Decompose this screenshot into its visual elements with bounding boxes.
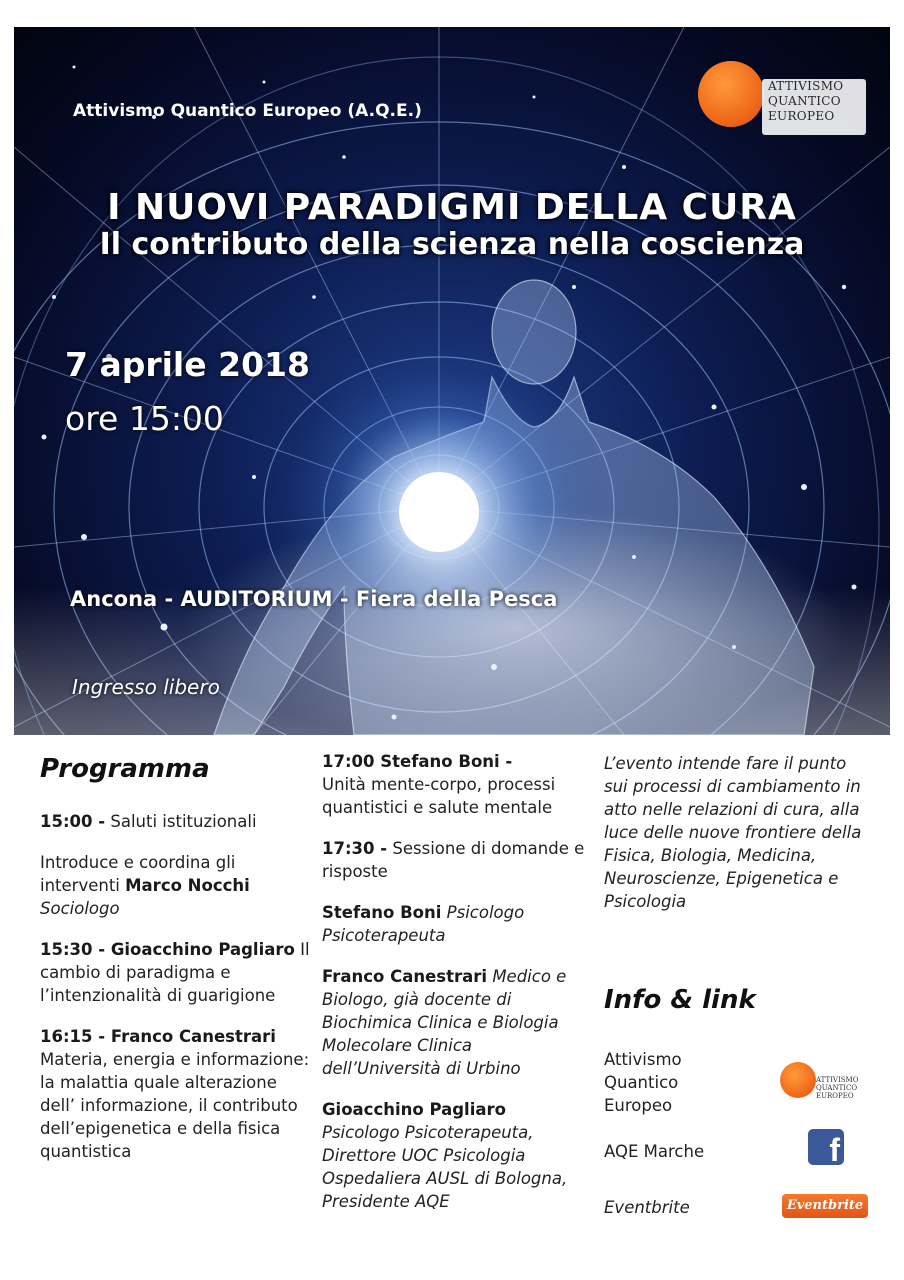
event-time: ore 15:00 <box>65 399 224 438</box>
link-aqe-marche-label: AQE Marche <box>604 1142 705 1161</box>
program-item-3-time: 15:30 - Gioacchino Pagliaro <box>40 940 295 959</box>
logo-line-2: QUANTICO <box>768 94 841 108</box>
small-logo-line-2: QUANTICO <box>816 1084 858 1092</box>
program-item-2 <box>40 851 310 920</box>
program-item-5-time: 17:00 Stefano Boni - <box>322 752 513 771</box>
program-column <box>40 740 310 1175</box>
event-location: Ancona - AUDITORIUM - Fiera della Pesca <box>70 587 558 611</box>
speaker-2-name: Franco Canestrari <box>322 967 488 986</box>
program-item-6-text: Sessione di domande e risposte <box>322 839 585 881</box>
entry-note: Ingresso libero <box>72 675 220 699</box>
aqe-logo <box>698 57 868 141</box>
link-aqe-label: Attivismo Quantico Europeo <box>604 1050 682 1115</box>
info-heading: Info & link <box>604 985 756 1015</box>
program-item-1-time: 15:00 - <box>40 812 106 831</box>
event-description <box>604 752 874 913</box>
speaker-2-role: Medico e Biologo, già docente di Biochimica Clinica e Biologia Molecolare Clinica dell’Università di Urbino <box>322 967 567 1078</box>
program-item-3-text: Il cambio di paradigma e l’intenzionalità di guarigione <box>40 940 310 1005</box>
speaker-2 <box>322 965 592 1080</box>
program-item-4 <box>40 1025 310 1163</box>
program-item-4-text: Materia, energia e informazione: la malattia quale alterazione dell’ informazione, il contributo dell’epigenetica e della fisica quantistica <box>40 1050 310 1161</box>
speaker-1 <box>322 901 592 947</box>
event-description-text: L’evento intende fare il punto sui processi di cambiamento in atto nelle relazioni di cura, alla luce delle nuove frontiere della Fisica, Biologia, Medicina, Neuroscienze, Epigenetica e Psicologia <box>604 754 862 911</box>
eventbrite-icon[interactable]: Eventbrite <box>782 1194 868 1218</box>
small-logo-line-3: EUROPEO <box>816 1092 854 1100</box>
speaker-3 <box>322 1098 592 1213</box>
small-logo-line-1: ATTIVISMO <box>816 1076 859 1084</box>
program-item-2-role: Sociologo <box>40 899 120 918</box>
logo-line-1: ATTIVISMO <box>768 79 844 93</box>
description-column <box>604 752 874 925</box>
link-eventbrite-label: Eventbrite <box>604 1198 690 1217</box>
hero-banner <box>14 27 890 735</box>
speaker-3-name: Gioacchino Pagliaro <box>322 1100 506 1119</box>
aqe-small-logo-emblem <box>780 1062 816 1098</box>
aqe-logo-emblem <box>698 61 764 127</box>
program-item-5 <box>322 750 592 819</box>
program-item-4-time: 16:15 - Franco Canestrari <box>40 1027 276 1046</box>
program-item-1-text: Saluti istituzionali <box>110 812 257 831</box>
program-item-2-name: Marco Nocchi <box>125 876 250 895</box>
program-heading: Programma <box>40 754 210 784</box>
program-item-3 <box>40 938 310 1007</box>
facebook-icon[interactable]: f <box>808 1129 844 1165</box>
aqe-logo-wordmark <box>762 79 866 135</box>
program-item-5-text: Unità mente-corpo, processi quantistici e salute mentale <box>322 775 556 817</box>
speaker-3-role: Psicologo Psicoterapeuta, Direttore UOC Psicologia Ospedaliera AUSL di Bologna, Presidente AQE <box>322 1123 568 1211</box>
speakers-column <box>322 750 592 1225</box>
logo-line-3: EUROPEO <box>768 109 835 123</box>
aqe-small-logo-link[interactable] <box>780 1062 870 1102</box>
event-title: I NUOVI PARADIGMI DELLA CURA <box>107 187 797 228</box>
organization-name: Attivismo Quantico Europeo (A.Q.E.) <box>73 101 422 121</box>
speaker-1-role: Psicologo Psicoterapeuta <box>322 903 525 945</box>
event-date: 7 aprile 2018 <box>65 345 310 384</box>
program-item-6-time: 17:30 - <box>322 839 388 858</box>
event-subtitle: Il contributo della scienza nella coscienza <box>99 227 805 262</box>
speaker-1-name: Stefano Boni <box>322 903 442 922</box>
program-item-2-text: Introduce e coordina gli interventi <box>40 853 236 895</box>
program-item-1 <box>40 810 310 833</box>
program-item-6 <box>322 837 592 883</box>
